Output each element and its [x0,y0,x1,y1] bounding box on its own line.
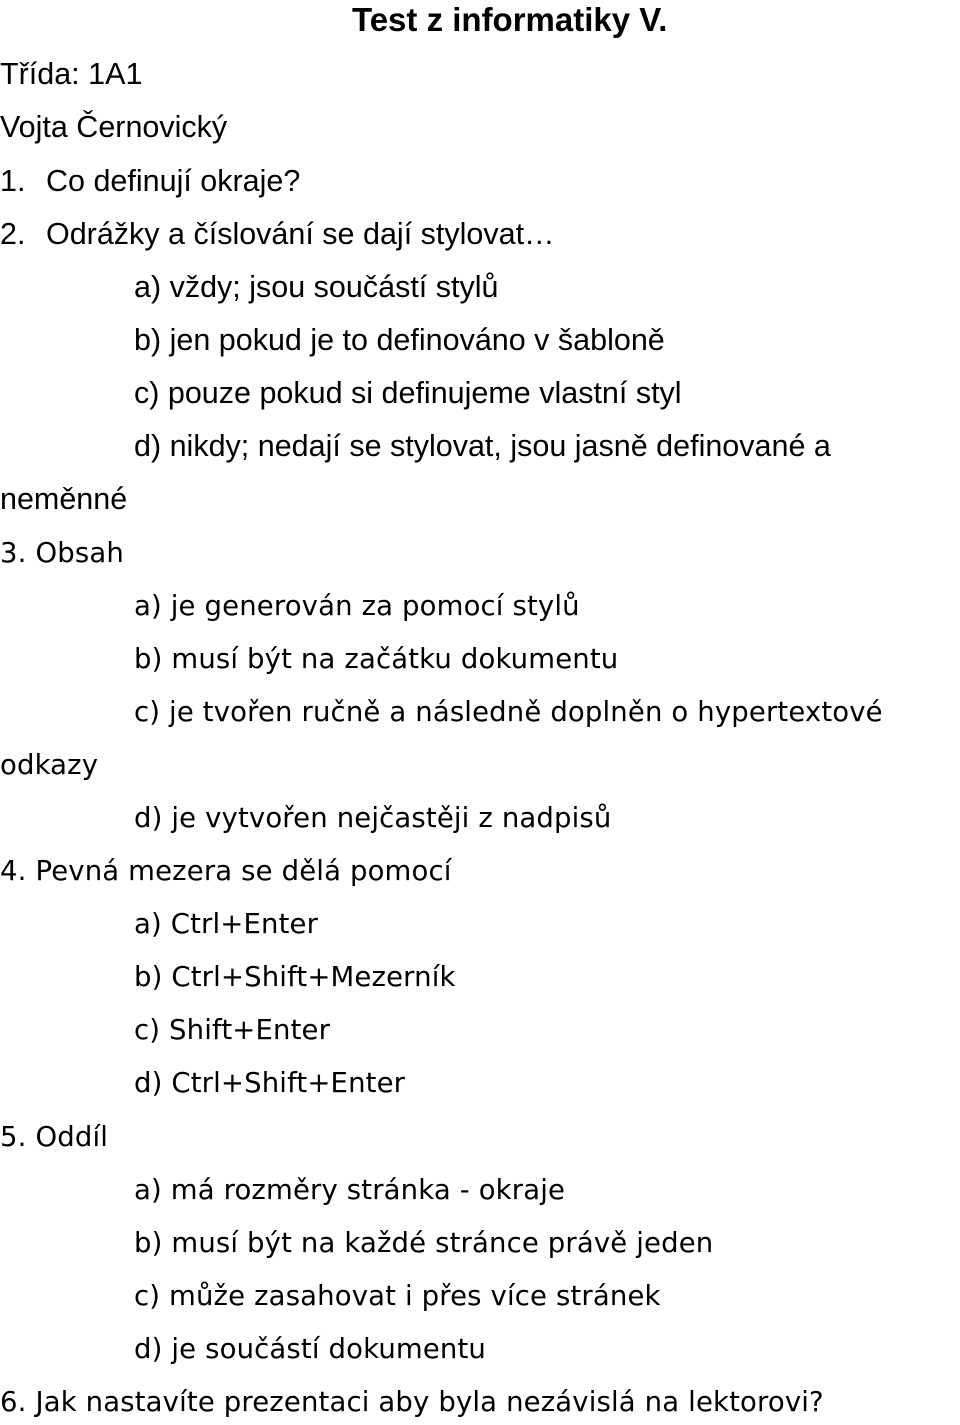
question-2 [0,216,555,252]
question-text: Co definují okraje? [46,164,301,198]
answer-option: d) je vytvořen nejčastěji z nadpisů [134,802,612,834]
question-number: 2. [0,217,26,251]
question-number: 3. [0,537,27,569]
answer-option: a) Ctrl+Enter [134,908,319,940]
question-3 [0,535,124,571]
answer-option: b) musí být na začátku dokumentu [134,643,619,675]
page-title: Test z informatiky V. [352,1,668,38]
answer-option-wrap: odkazy [0,749,99,781]
answer-option: c) Shift+Enter [134,1014,331,1046]
answer-option: b) Ctrl+Shift+Mezerník [134,961,456,993]
answer-option: c) je tvořen ručně a následně doplněn o hypertextové [134,696,883,728]
class-line: Třída: 1A1 [0,57,143,91]
question-text: Pevná mezera se dělá pomocí [35,855,452,887]
answer-option: c) pouze pokud si definujeme vlastní styl [134,376,682,410]
answer-option: a) vždy; jsou součástí stylů [134,270,499,304]
answer-option: c) může zasahovat i přes více stránek [134,1280,661,1312]
question-text: Jak nastavíte prezentaci aby byla nezávislá na lektorovi? [35,1386,824,1418]
answer-option: d) je součástí dokumentu [134,1333,487,1365]
question-text: Oddíl [35,1121,109,1153]
answer-option: a) má rozměry stránka - okraje [134,1174,566,1206]
question-number: 5. [0,1121,27,1153]
question-number: 1. [0,164,26,198]
question-4 [0,853,452,889]
answer-option: d) Ctrl+Shift+Enter [134,1067,406,1099]
answer-option: a) je generován za pomocí stylů [134,590,580,622]
answer-option: b) jen pokud je to definováno v šabloně [134,323,665,357]
answer-option: b) musí být na každé stránce právě jeden [134,1227,714,1259]
question-number: 6. [0,1386,27,1418]
student-name: Vojta Černovický [0,110,228,144]
question-5 [0,1119,108,1155]
answer-option: d) nikdy; nedají se stylovat, jsou jasně definované a [134,429,831,463]
question-text: Odrážky a číslování se dají stylovat… [46,217,555,251]
answer-option-wrap: neměnné [0,482,128,516]
question-6 [0,1384,824,1420]
question-number: 4. [0,855,27,887]
question-1 [0,163,300,199]
question-text: Obsah [35,537,124,569]
